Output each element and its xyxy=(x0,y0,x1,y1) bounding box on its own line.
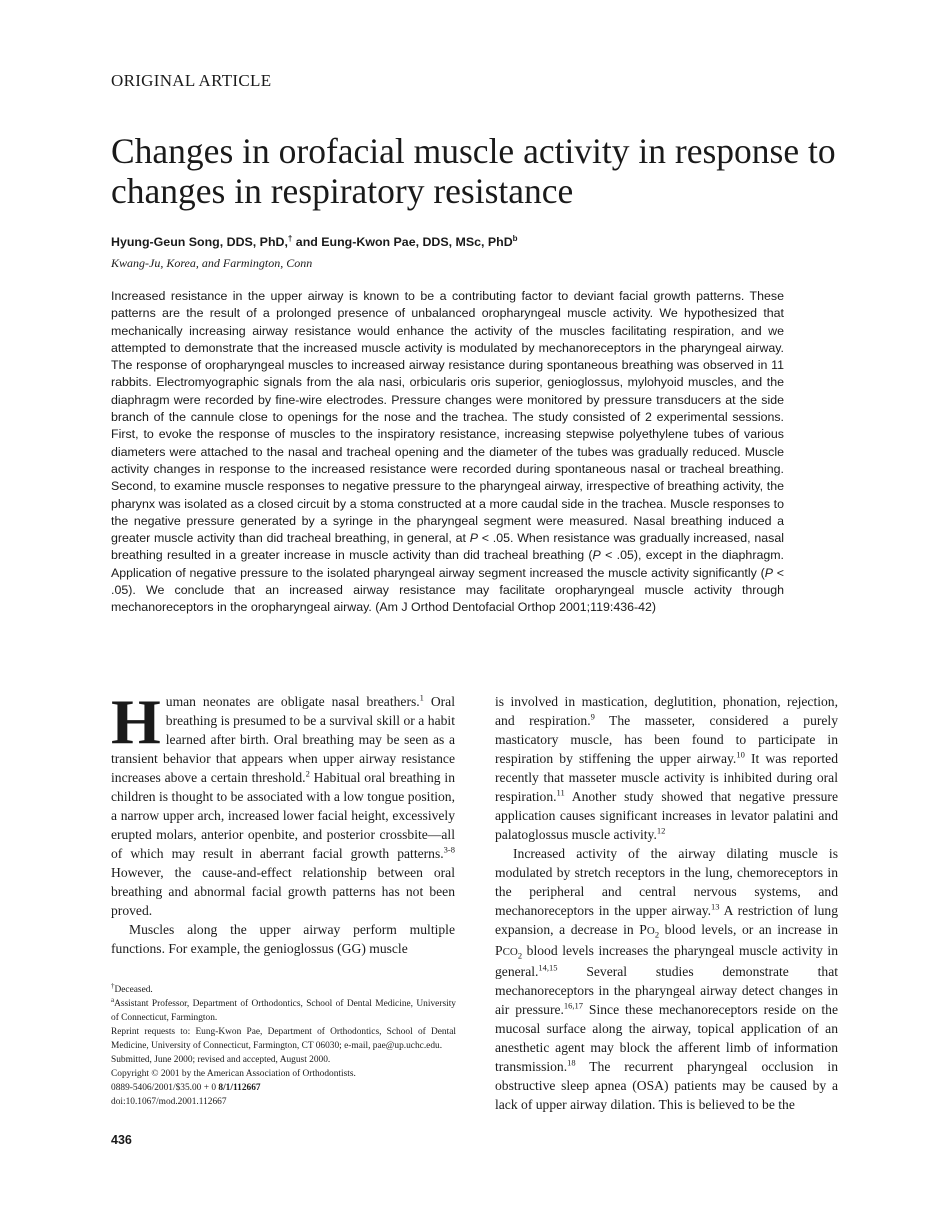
footnote-doi: doi:10.1067/mod.2001.112667 xyxy=(111,1097,227,1107)
footnotes xyxy=(111,983,456,1109)
author-song: Hyung-Geun Song, DDS, PhD, xyxy=(111,235,288,249)
reference-mark: 16,17 xyxy=(563,1000,584,1011)
footnote-code: 0889-5406/2001/$35.00 + 0 8/1/112667 xyxy=(111,1083,261,1093)
body-column-left xyxy=(111,686,455,958)
body-paragraph: Human neonates are obligate nasal breathers.$^1$ Oral breathing is presumed to be a survival skill or a habit learned after birth. Oral breathing may be seen as a transient behavior that appears when upper airway resistance increases above a certain threshold.$^2$ Habitual oral breathing in children is thought to be associated with a low tongue position, a narrow upper arch, increased lower facial height, excessively erupted molars, anterior openbite, and posterior crossbite—all of which may result in aberrant facial growth patterns.$^{3-8}$ However, the cause-and-effect relationship between oral breathing and abnormal facial growth patterns has not been proved. xyxy=(111,686,455,918)
abstract: Increased resistance in the upper airway is known to be a contributing factor to deviant facial growth patterns. These patterns are the result of a prolonged presence of unbalanced oropharyngeal muscle activity. We hypothesized that mechanically increasing airway resistance would enhance the activity of the muscles facilitating respiration, and we attempted to demonstrate that the increased muscle activity is modulated by mechanoreceptors in the pharyngeal airway. The response of oropharyngeal muscles to increased airway resistance during spontaneous breathing was observed in 11 rabbits. Electromyographic signals from the ala nasi, orbicularis oris superior, genioglossus, mylohyoid muscles, and the diaphragm were recorded by fine-wire electrodes. Pressure changes were monitored by pressure transducers at the side branch of the cannule close to openings for the nose and the trachea. The study consisted of 2 experimental sessions. First, to evoke the response of muscles to the inspiratory resistance, increasing stepwise polyethylene tubes of various diameters were attached to the nasal and tracheal opening and the diameter of the tubes was gradually reduced. Muscle activity changes in response to the increased resistance were recorded during spontaneous nasal or tracheal breathing. Second, to examine muscle responses to negative pressure to the pharyngeal airway, irrespective of breathing activity, the pharynx was isolated as a closed circuit by a stoma constructed at a more caudal side in the trachea. Muscle responses to the negative pressure generated by a syringe in the pharyngeal segment were measured. Nasal breathing induced a greater muscle activity than did tracheal breathing, in general, at P < .05. When resistance was gradually increased, nasal breathing resulted in a greater increase in muscle activity than did tracheal breathing (P < .05), except in the diaphragm. Application of negative pressure to the isolated pharyngeal airway segment increased the muscle activity significantly (P < .05). We conclude that an increased airway resistance may facilitate oropharyngeal muscle activity through mechanoreceptors in the oropharyngeal airway. (Am J Orthod Dentofacial Orthop 2001;119:436-42) xyxy=(111,289,784,615)
body-paragraph: Muscles along the upper airway perform multiple functions. For example, the genioglossus (GG) muscle xyxy=(111,922,455,956)
reference-mark: 1 xyxy=(419,692,424,703)
author-pae: Eung-Kwon Pae, DDS, MSc, PhD xyxy=(321,235,513,249)
author-line xyxy=(111,235,518,249)
p-value-symbol: P xyxy=(764,565,773,580)
reference-mark: 2 xyxy=(305,768,310,779)
author-song-mark: † xyxy=(287,233,293,243)
footnote-copyright: Copyright © 2001 by the American Association of Orthodontists. xyxy=(111,1069,356,1079)
reference-mark: 18 xyxy=(567,1057,576,1068)
article-title: Changes in orofacial muscle activity in response to changes in respiratory resistance xyxy=(111,131,836,211)
affiliation: Kwang-Ju, Korea, and Farmington, Conn xyxy=(111,256,313,270)
reference-mark: 14,15 xyxy=(538,962,558,973)
body-paragraph: is involved in mastication, deglutition, phonation, rejection, and respiration.$^9$ The masseter, considered a purely masticatory muscle, has been found to participate in respiration by stiffening the upper airway.$^{10}$ It was reported recently that masseter muscle activity is inhibited during oral respiration.$^{11}$ Another study showed that negative pressure application causes significant increases in levator palatini and palatoglossus muscle activity.$^{12}$ xyxy=(495,694,839,842)
footnote-position: $^a$Assistant Professor, Department of Orthodontics, School of Dental Medicine, University of Connecticut, Farmington. xyxy=(111,995,456,1023)
footnote-reprint: Reprint requests to: Eung-Kwon Pae, Department of Orthodontics, School of Dental Medicine, University of Connecticut, Farmington, CT 06030; e-mail, pae@up.uchc.edu. xyxy=(111,1027,456,1051)
author-conjunction: and xyxy=(292,235,322,249)
reference-mark: 11 xyxy=(556,787,565,798)
section-label: ORIGINAL ARTICLE xyxy=(111,71,272,90)
author-pae-mark: b xyxy=(512,233,518,243)
page-number: 436 xyxy=(111,1133,132,1147)
reference-mark: 10 xyxy=(736,749,745,760)
body-column-right xyxy=(495,692,838,1114)
drop-cap: H xyxy=(111,686,161,757)
reference-mark: 12 xyxy=(656,825,666,836)
reference-mark: 3-8 xyxy=(443,844,455,855)
reference-mark: 9 xyxy=(590,711,595,722)
footnote-deceased: †Deceased. xyxy=(111,981,153,995)
footnote-submitted: Submitted, June 2000; revised and accepted, August 2000. xyxy=(111,1055,331,1065)
p-value-symbol: P xyxy=(469,531,478,546)
reference-mark: 13 xyxy=(711,901,720,912)
body-paragraph: Increased activity of the airway dilating muscle is modulated by stretch receptors in the lung, chemoreceptors in the peripheral and central nervous systems, and mechanoreceptors in the upper airway.$^{13}$ A restriction of lung expansion, a decrease in $PO_2$ blood levels, or an increase in $PCO_2$ blood levels increases the pharyngeal muscle activity in general.$^{14,15}$ Several studies demonstrate that mechanoreceptors in the pharyngeal airway detect changes in air pressure.$^{16,17}$ Since these mechanoreceptors reside on the mucosal surface along the airway, topical application of an anesthetic agent may block the afferent limb of information transmission.$^{18}$ The recurrent pharyngeal occlusion in obstructive sleep apnea (OSA) patients may be caused by a lack of upper airway dilation. This is believed to be the xyxy=(495,846,839,1112)
p-value-symbol: P xyxy=(592,548,601,563)
